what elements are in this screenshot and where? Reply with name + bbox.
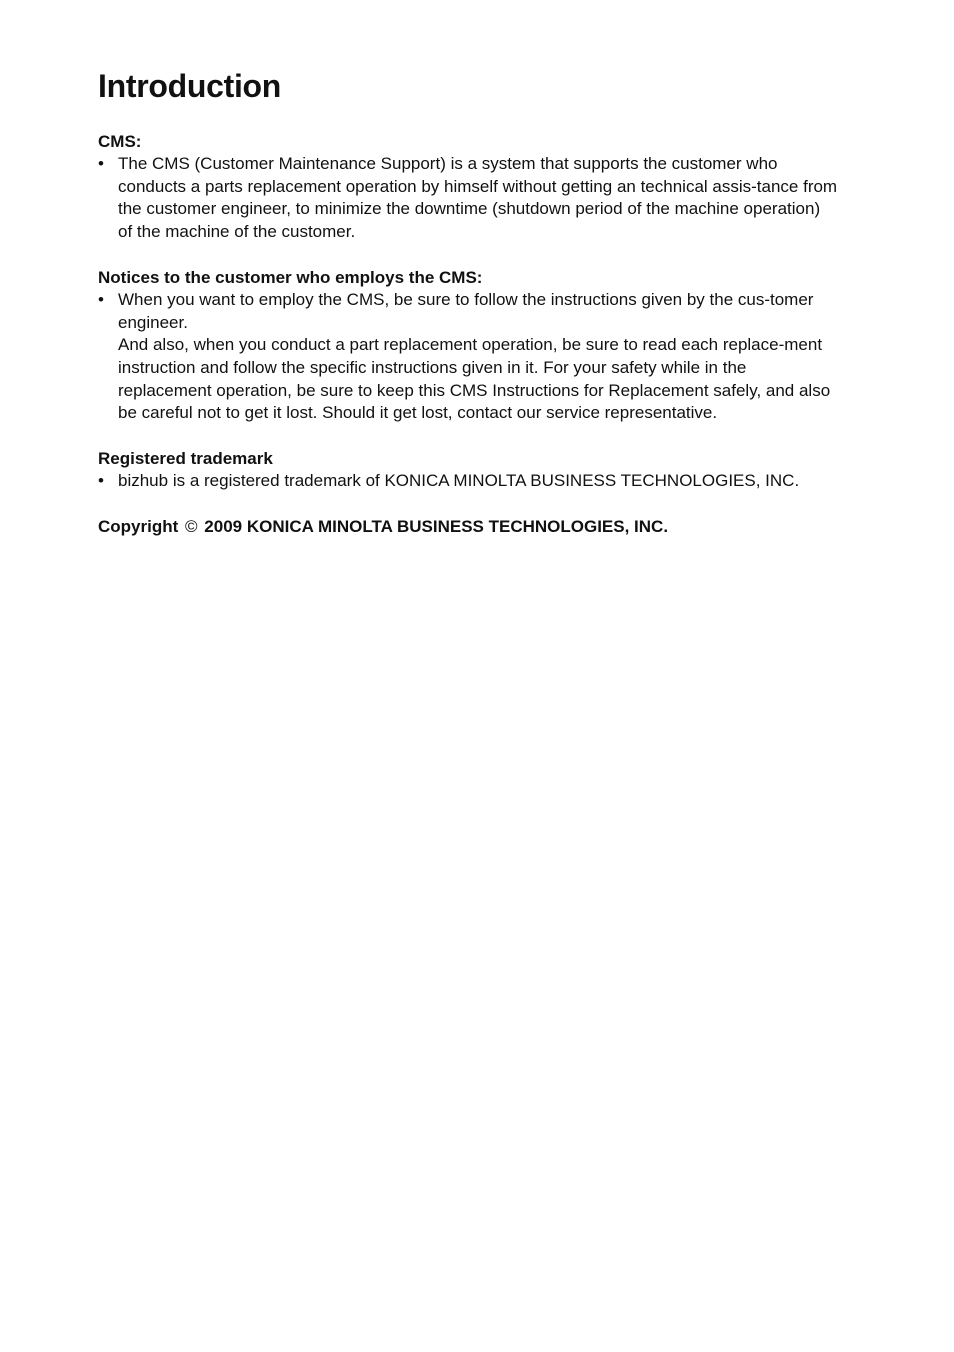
document-page: [98, 64, 838, 538]
bullet-item-trademark: [98, 470, 838, 493]
bullet-item-notices: [98, 289, 838, 425]
copyright-notice: [98, 515, 838, 538]
paragraph: And also, when you conduct a part replacement operation, be sure to read each replace-ment instruction and follow the specific instructions given in it. For your safety while in the replacement operation, be sure to keep this CMS Instructions for Replacement safely, and also be careful not to get it lost. Should it get lost, contact our service representative.: [118, 335, 831, 423]
bullet-icon: •: [98, 471, 104, 491]
bullet-icon: •: [98, 154, 104, 173]
bullet-item-cms: [98, 153, 838, 244]
section-heading-cms: CMS:: [98, 132, 142, 151]
section-notices: [98, 266, 838, 425]
copyright-icon: ©: [185, 516, 198, 536]
section-trademark: [98, 447, 838, 493]
paragraph: When you want to employ the CMS, be sure to follow the instructions given by the cus-tomer engineer.: [118, 289, 814, 332]
copyright-label: Copyright: [98, 516, 179, 536]
paragraph: The CMS (Customer Maintenance Support) is a system that supports the customer who conducts a parts replacement operation by himself without getting an technical assis-tance from the customer engineer, to minimize the downtime (shutdown period of the machine operation) of the machine of the customer.: [118, 154, 838, 242]
section-cms: [98, 130, 838, 244]
page-title: Introduction: [98, 68, 282, 104]
paragraph: bizhub is a registered trademark of KONICA MINOLTA BUSINESS TECHNOLOGIES, INC.: [118, 471, 800, 491]
section-heading-trademark: Registered trademark: [98, 449, 273, 469]
section-heading-notices: Notices to the customer who employs the CMS:: [98, 267, 483, 287]
bullet-icon: •: [98, 289, 104, 309]
copyright-text: 2009 KONICA MINOLTA BUSINESS TECHNOLOGIES, INC.: [204, 516, 669, 536]
